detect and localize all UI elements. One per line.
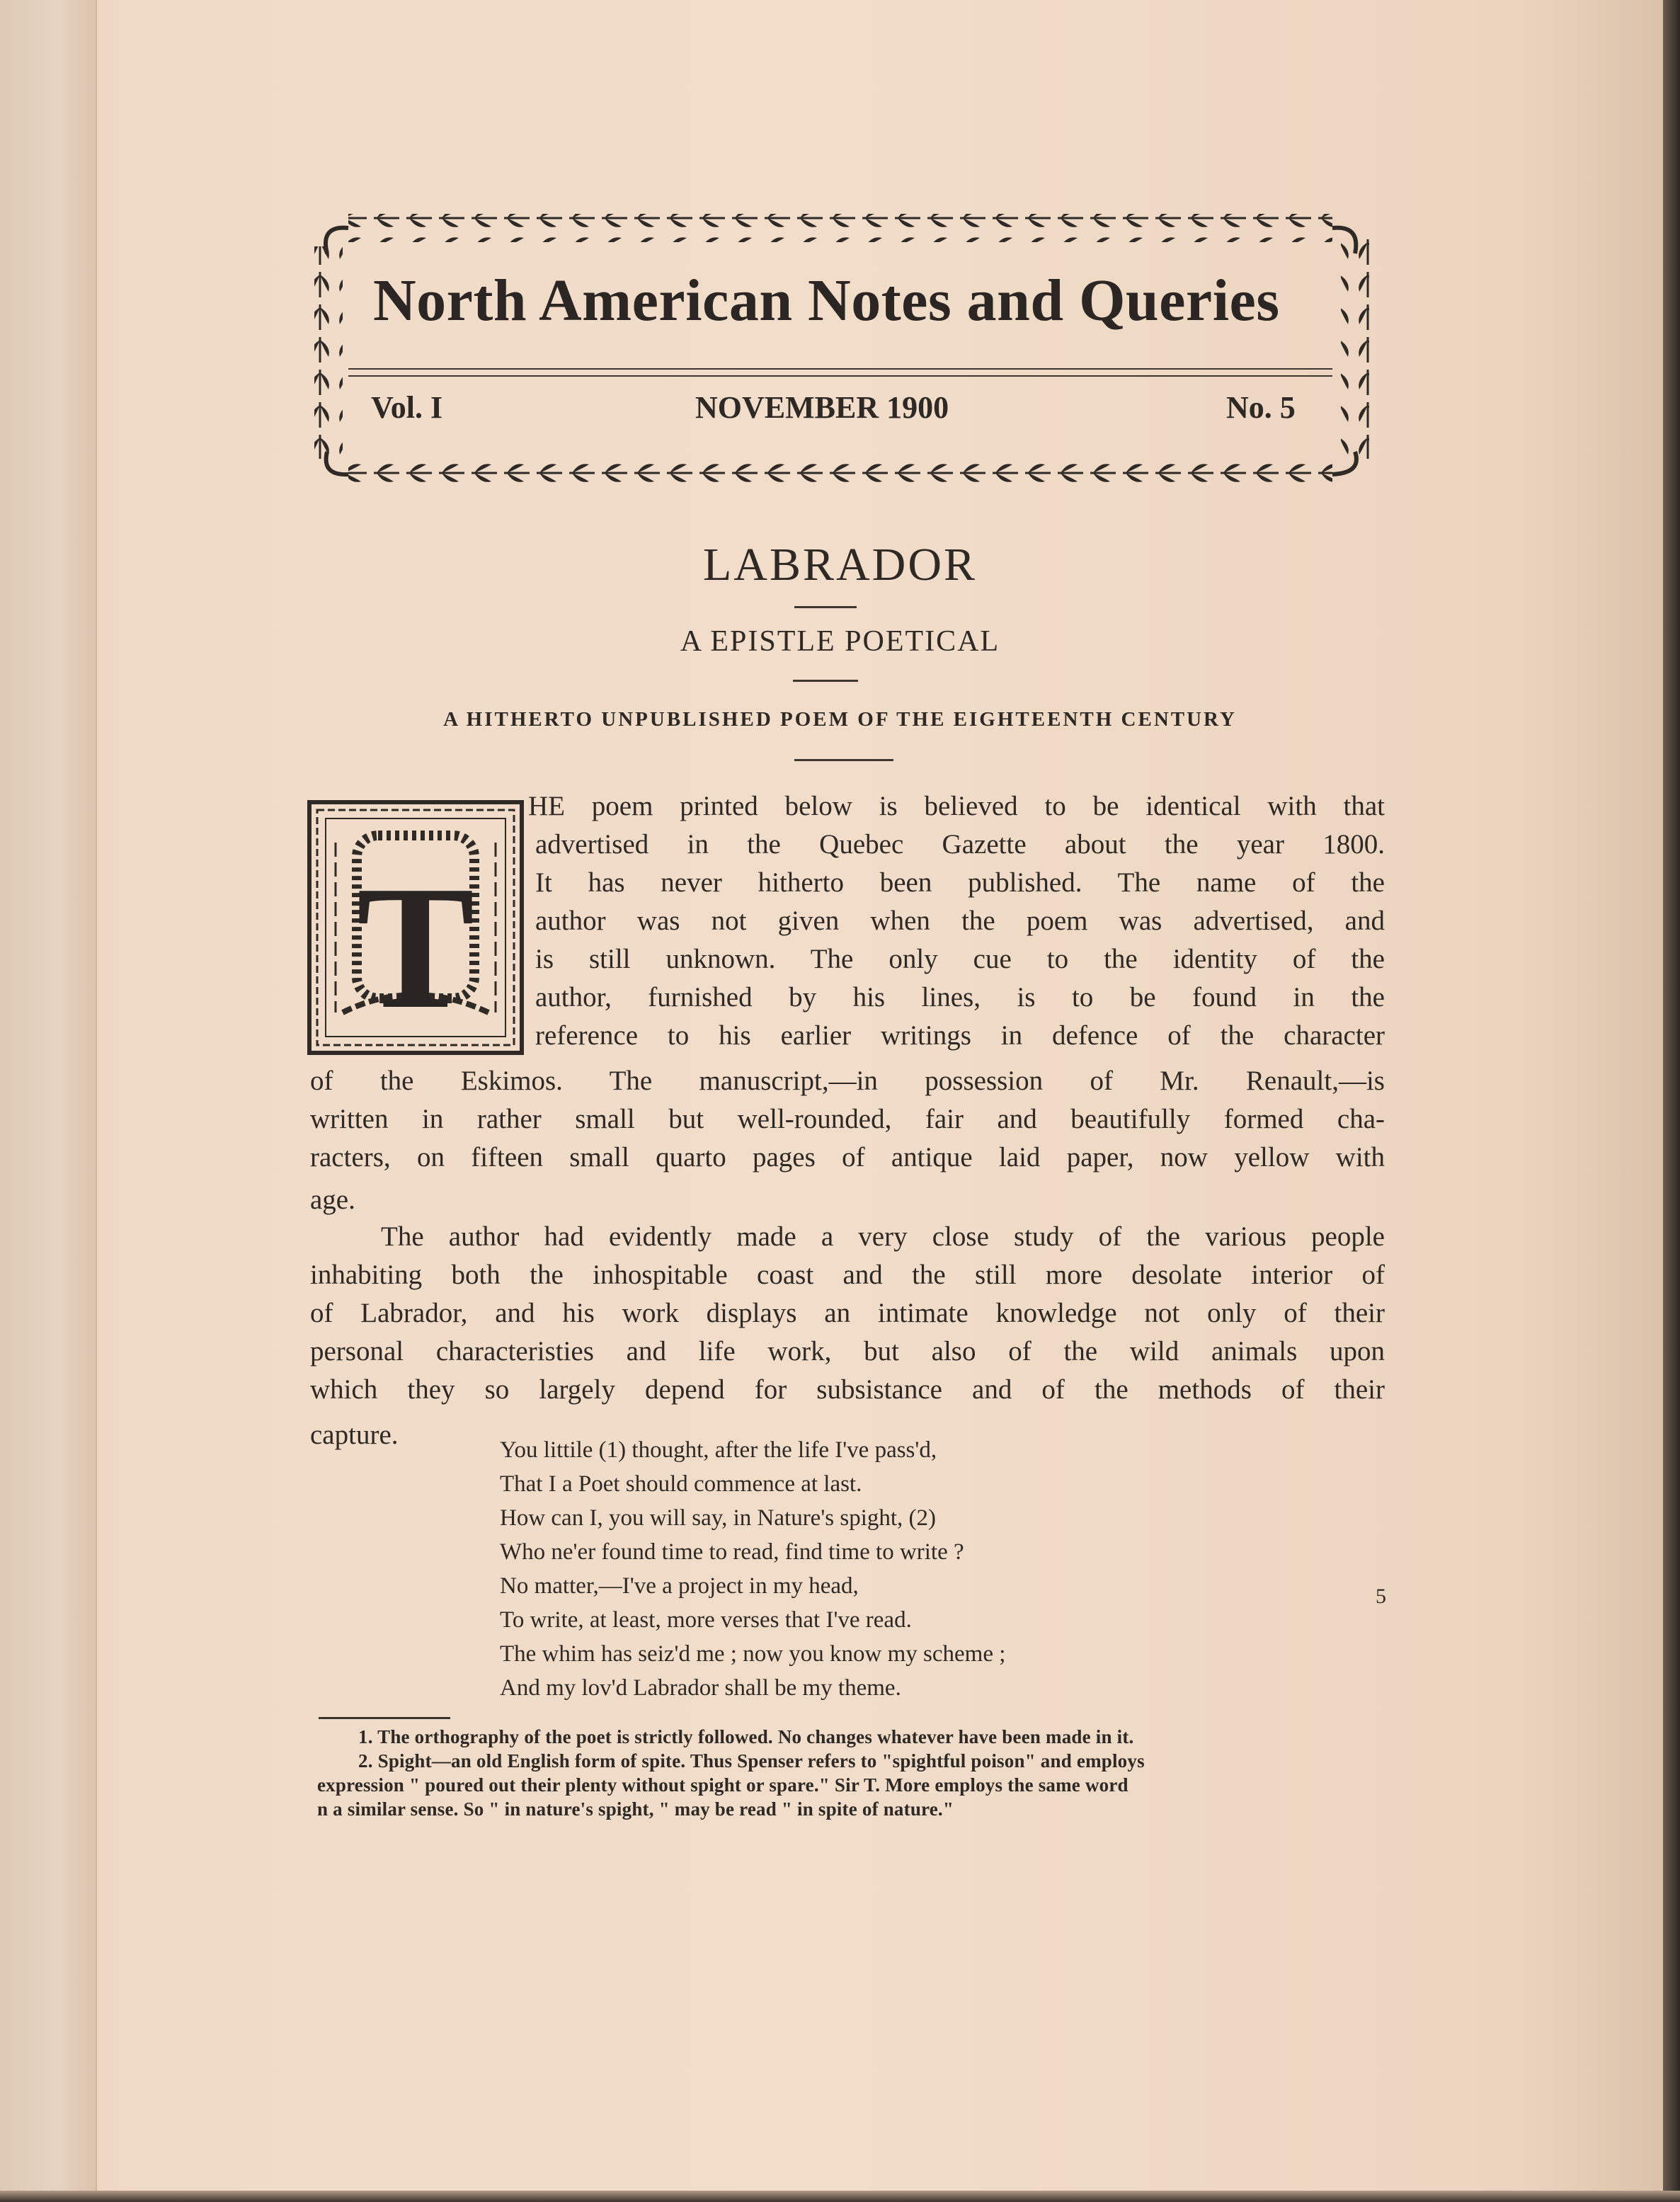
para2-line: which they so largely depend for subsistance and of the methods of their (310, 1374, 1385, 1405)
masthead-rule (348, 375, 1332, 377)
para1-line: age. (310, 1185, 355, 1215)
verse-line: And my lov'd Labrador shall be my theme. (500, 1675, 901, 1701)
para2-line: capture. (310, 1420, 399, 1450)
footnote-1: 1. The orthography of the poet is strictly followed. No changes whatever have been made in it. (358, 1726, 1134, 1747)
issue-date: NOVEMBER 1900 (695, 390, 949, 425)
para1-line: racters, on fifteen small quarto pages of antique laid paper, now yellow with (310, 1142, 1385, 1173)
para1-line: of the Eskimos. The manuscript,—in possession of Mr. Renault,—is (310, 1066, 1385, 1096)
footnote-rule (319, 1717, 450, 1719)
footnote-2-cont: n a similar sense. So " in nature's spight, " may be read " in spite of nature." (317, 1798, 954, 1820)
para1-line: advertised in the Quebec Gazette about the year 1800. (535, 829, 1385, 860)
para2-line: personal characteristies and life work, but also of the wild animals upon (310, 1336, 1385, 1367)
binding-shadow-bottom (0, 2191, 1680, 2202)
verse-line: That I a Poet should commence at last. (500, 1471, 862, 1497)
verse-line: Who ne'er found time to read, find time to write ? (500, 1539, 964, 1565)
para1-line: It has never hitherto been published. The name of the (535, 867, 1385, 898)
verse-line: You littile (1) thought, after the life I've pass'd, (500, 1437, 937, 1463)
verse-line: The whim has seiz'd me ; now you know my scheme ; (500, 1641, 1006, 1667)
kicker-rule (794, 759, 893, 761)
laurel-border (306, 204, 1379, 500)
verse-line: No matter,—I've a project in my head, (500, 1573, 859, 1599)
para1-line: HE poem printed below is believed to be identical with that (528, 791, 1385, 821)
para2-line: inhabiting both the inhospitable coast and the still more desolate interior of (310, 1260, 1385, 1290)
para1-line: author, furnished by his lines, is to be found in the (535, 982, 1385, 1012)
drop-cap-letter: T (356, 850, 475, 1046)
masthead-rule (348, 368, 1332, 370)
verse-line: To write, at least, more verses that I've read. (500, 1607, 912, 1633)
title-rule (794, 606, 857, 608)
subtitle-rule (793, 680, 858, 682)
drop-cap (307, 800, 524, 1055)
para2-line: The author had evidently made a very close study of the various people (381, 1221, 1385, 1252)
footnote-2: 2. Spight—an old English form of spite. Thus Spenser refers to "spightful poison" and employs (358, 1750, 1145, 1772)
para2-line: of Labrador, and his work displays an intimate knowledge not only of their (310, 1298, 1385, 1328)
para1-line: reference to his earlier writings in defence of the character (535, 1020, 1385, 1051)
volume-label: Vol. I (371, 390, 443, 425)
verse-line: How can I, you will say, in Nature's spight, (2) (500, 1505, 937, 1531)
article-kicker: A HITHERTO UNPUBLISHED POEM OF THE EIGHTEENTH CENTURY (443, 708, 1237, 731)
verse-line-number: 5 (1376, 1585, 1386, 1608)
para1-line: is still unknown. The only cue to the identity of the (535, 944, 1385, 974)
masthead (306, 204, 1379, 500)
issue-number: No. 5 (1226, 390, 1296, 425)
binding-shadow-right (1663, 0, 1680, 2202)
footnote-2-cont: expression " poured out their plenty without spight or spare." Sir T. More employs the same word (317, 1774, 1128, 1796)
para1-line: author was not given when the poem was advertised, and (535, 906, 1385, 936)
article-title: LABRADOR (702, 539, 978, 591)
article-subtitle: A EPISTLE POETICAL (680, 625, 1000, 658)
journal-title: North American Notes and Queries (373, 268, 1280, 333)
para1-line: written in rather small but well-rounded, fair and beautifully formed cha- (310, 1104, 1385, 1134)
facing-page-edge (0, 0, 97, 2202)
